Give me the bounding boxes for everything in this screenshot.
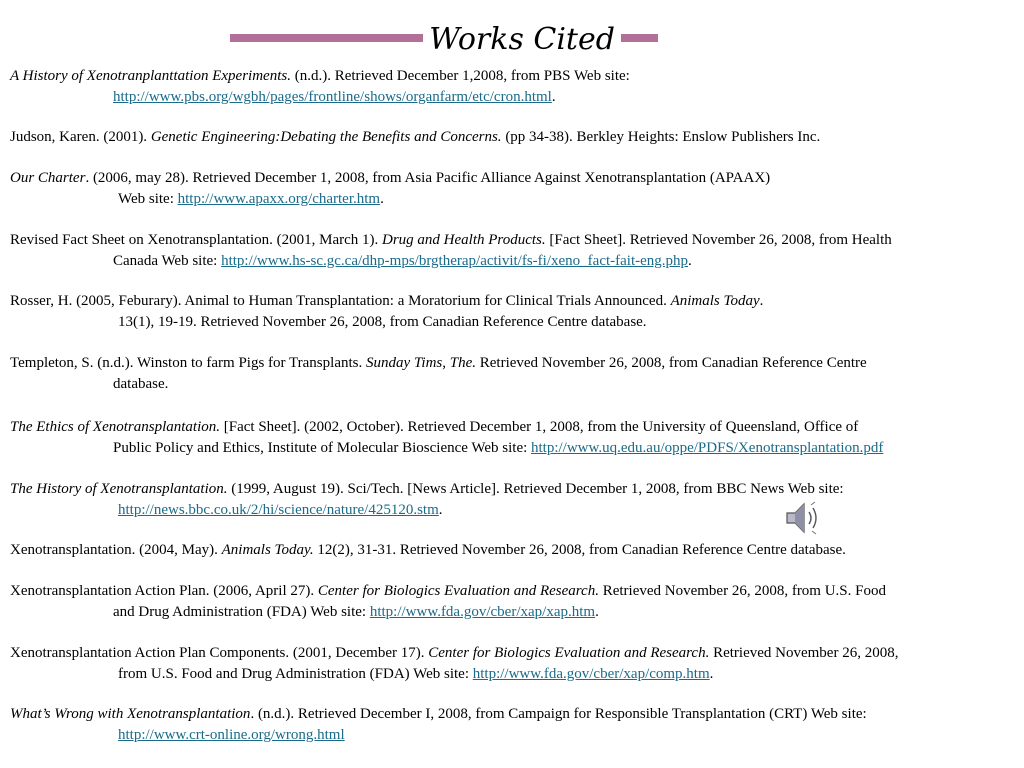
reference-line <box>10 353 1022 374</box>
reference-line <box>10 66 1022 87</box>
reference-entry <box>10 127 1022 148</box>
reference-text: . (2006, may 28). Retrieved December 1, 2008, from Asia Pacific Alliance Against Xenotransplantation (APAAX) <box>85 170 771 186</box>
reference-text: . <box>551 88 556 105</box>
reference-text: Retrieved November 26, 2008, from U.S. Food <box>598 583 886 599</box>
reference-text: Rosser, H. (2005, Feburary). Animal to Human Transplantation: a Moratorium for Clinical Trials Announced. <box>10 293 671 309</box>
reference-text: Retrieved November 26, 2008, <box>709 645 899 661</box>
reference-text: . <box>595 603 599 620</box>
reference-text: and Drug Administration (FDA) Web site: <box>113 603 370 620</box>
reference-continuation-line <box>10 312 1022 333</box>
reference-entry <box>10 643 1022 684</box>
reference-text: . <box>688 252 692 269</box>
reference-link[interactable]: http://www.fda.gov/cber/xap/xap.htm <box>369 603 596 620</box>
reference-entry <box>10 353 1022 394</box>
reference-line <box>10 127 1022 148</box>
reference-continuation-line <box>10 87 1022 108</box>
reference-text: Templeton, S. (n.d.). Winston to farm Pigs for Transplants. <box>10 355 366 371</box>
reference-link[interactable]: http://www.apaxx.org/charter.htm <box>177 190 381 207</box>
reference-title: Drug and Health Products. <box>382 232 546 248</box>
reference-link[interactable]: http://www.pbs.org/wgbh/pages/frontline/shows/organfarm/etc/cron.html <box>113 88 552 105</box>
reference-title: Center for Biologics Evaluation and Research. <box>428 645 710 661</box>
reference-entry <box>10 479 1022 520</box>
reference-continuation-line <box>10 602 1022 623</box>
reference-text: Web site: <box>118 190 178 207</box>
reference-line <box>10 581 1022 602</box>
reference-text: . <box>438 501 443 518</box>
reference-line <box>10 230 1022 251</box>
reference-line <box>10 540 1022 561</box>
reference-text: (pp 34-38). Berkley Heights: Enslow Publishers Inc. <box>501 129 821 145</box>
reference-title: Our Charter <box>10 170 86 186</box>
reference-line <box>10 168 1022 189</box>
reference-text: . <box>759 293 764 309</box>
reference-text: [Fact Sheet]. Retrieved November 26, 2008, from Health <box>545 232 892 248</box>
reference-title: Genetic Engineering:Debating the Benefits and Concerns. <box>150 129 502 145</box>
reference-title: Animals Today <box>670 293 760 309</box>
reference-entry <box>10 417 1022 458</box>
reference-continuation-line <box>10 251 1022 272</box>
page-title-text: Works Cited <box>423 22 621 57</box>
reference-entry <box>10 291 1022 332</box>
reference-link[interactable]: http://www.uq.edu.au/oppe/PDFS/Xenotransplantation.pdf <box>531 439 884 456</box>
reference-entry <box>10 540 1022 561</box>
reference-text: Public Policy and Ethics, Institute of Molecular Bioscience Web site: <box>113 439 532 456</box>
reference-text: Retrieved November 26, 2008, from Canadian Reference Centre <box>476 355 867 371</box>
reference-text: (1999, August 19). Sci/Tech. [News Article]. Retrieved December 1, 2008, from BBC News Web site: <box>227 481 844 497</box>
reference-text: 13(1), 19-19. Retrieved November 26, 2008, from Canadian Reference Centre database. <box>118 313 647 330</box>
reference-entry <box>10 704 1022 745</box>
reference-line <box>10 704 1022 725</box>
reference-continuation-line <box>10 500 1022 521</box>
reference-continuation-line <box>10 725 1022 746</box>
speaker-icon[interactable] <box>784 500 824 536</box>
reference-title: Sunday Tims, The. <box>365 355 476 371</box>
reference-text: . <box>380 190 384 207</box>
reference-title: Animals Today. <box>221 542 314 558</box>
reference-text: Xenotransplantation Action Plan Components. (2001, December 17). <box>10 645 429 661</box>
reference-text: (n.d.). Retrieved December 1,2008, from PBS Web site: <box>290 68 630 84</box>
reference-continuation-line <box>10 438 1022 459</box>
reference-entry <box>10 230 1022 271</box>
reference-text: Xenotransplantation. (2004, May). <box>10 542 222 558</box>
reference-link[interactable]: http://www.crt-online.org/wrong.html <box>118 726 345 743</box>
reference-line <box>10 417 1022 438</box>
reference-continuation-line <box>10 664 1022 685</box>
reference-entry <box>10 581 1022 622</box>
reference-text: Judson, Karen. (2001). <box>10 129 151 145</box>
reference-link[interactable]: http://news.bbc.co.uk/2/hi/science/nature/425120.stm <box>118 501 439 518</box>
reference-title: What’s Wrong with Xenotransplantation <box>10 706 251 722</box>
reference-line <box>10 643 1022 664</box>
reference-continuation-line <box>10 374 1022 395</box>
reference-entry <box>10 66 1022 107</box>
reference-text: [Fact Sheet]. (2002, October). Retrieved December 1, 2008, from the University of Queensland, Office of <box>220 419 859 435</box>
reference-title: A History of Xenotranplanttation Experiments. <box>10 68 291 84</box>
reference-text: . <box>709 665 714 682</box>
reference-title: Center for Biologics Evaluation and Research. <box>317 583 599 599</box>
reference-text: Canada Web site: <box>113 252 222 269</box>
reference-link[interactable]: http://www.hs-sc.gc.ca/dhp-mps/brgtherap/activit/fs-fi/xeno_fact-fait-eng.php <box>221 252 689 269</box>
reference-text: database. <box>113 375 169 392</box>
page-title <box>0 16 1024 64</box>
reference-title: The History of Xenotransplantation. <box>10 481 228 497</box>
reference-text: Xenotransplantation Action Plan. (2006, April 27). <box>10 583 318 599</box>
reference-line <box>10 479 1022 500</box>
reference-line <box>10 291 1022 312</box>
reference-text: from U.S. Food and Drug Administration (FDA) Web site: <box>118 665 473 682</box>
reference-text: . (n.d.). Retrieved December I, 2008, from Campaign for Responsible Transplantation (CRT) Web site: <box>250 706 867 722</box>
reference-text: 12(2), 31-31. Retrieved November 26, 2008, from Canadian Reference Centre database. <box>313 542 846 558</box>
reference-continuation-line <box>10 189 1022 210</box>
reference-title: The Ethics of Xenotransplantation. <box>10 419 220 435</box>
reference-entry <box>10 168 1022 209</box>
reference-link[interactable]: http://www.fda.gov/cber/xap/comp.htm <box>472 665 710 682</box>
reference-text: Revised Fact Sheet on Xenotransplantation. (2001, March 1). <box>10 232 382 248</box>
